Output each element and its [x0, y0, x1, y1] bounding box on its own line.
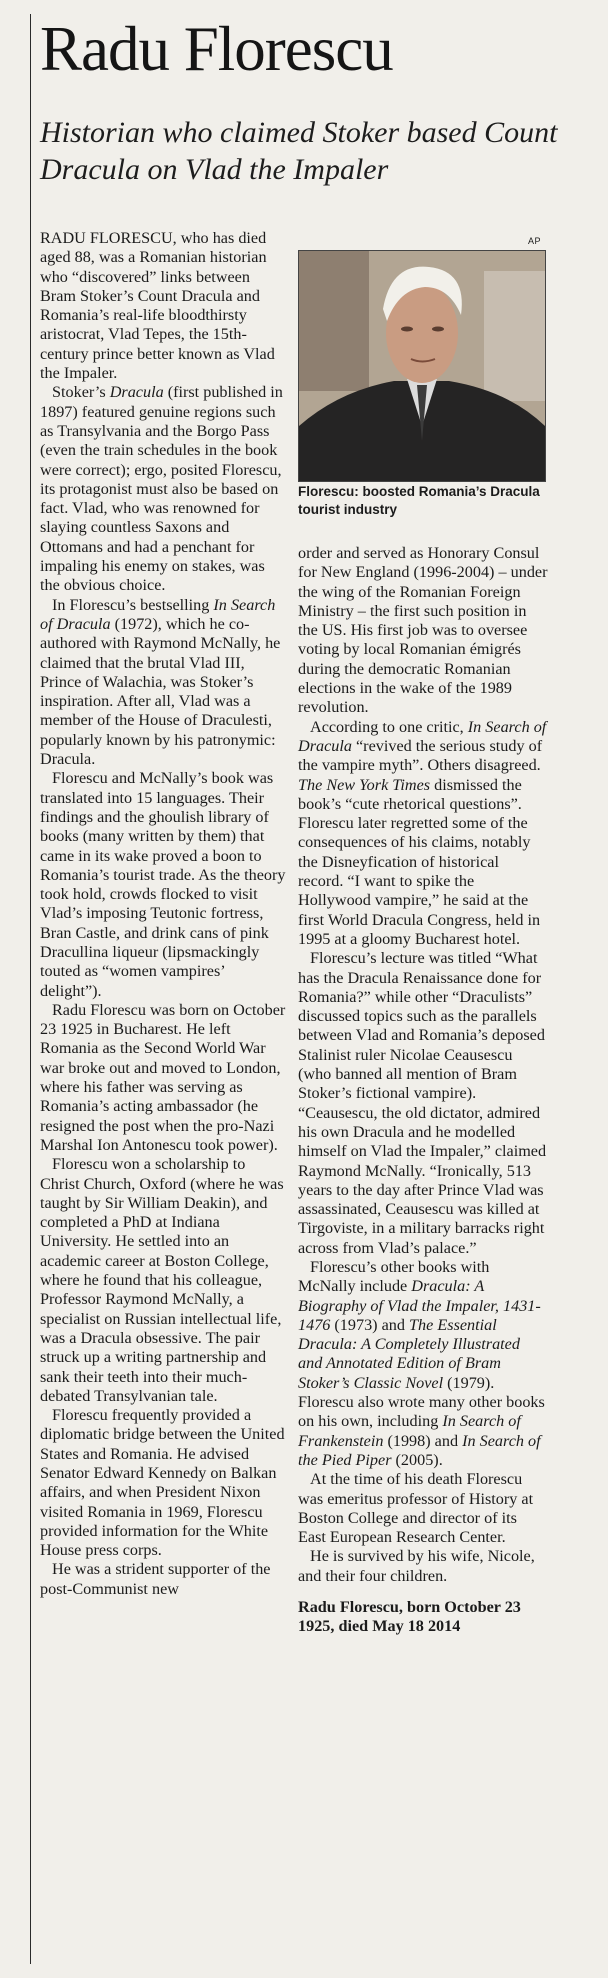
- article-column-2-body: [298, 544, 548, 1586]
- article-paragraph: [298, 1470, 548, 1547]
- article-paragraph: [40, 229, 288, 383]
- text-run: (1979). Florescu also wrote many other books on his own, including: [298, 1373, 545, 1431]
- article-paragraph: [40, 1406, 288, 1560]
- text-run: order and served as Honorary Consul for New England (1996-2004) – under the wing of the Romanian Foreign Ministry – the first such position in the US. His first job was to oversee voting by local Romanian émigrés during the democratic Romanian elections in the wake of the 1989 revolution.: [298, 544, 548, 717]
- article-paragraph: [40, 769, 288, 1001]
- text-run: “revived the serious study of the vampire myth”. Others disagreed.: [298, 736, 543, 775]
- italic-title: Dracula: A Biography of Vlad the Impaler, 1431-1476: [298, 1277, 541, 1334]
- photo-caption: Florescu: boosted Romania’s Dracula tourist industry: [298, 484, 540, 517]
- portrait-photo: [298, 250, 546, 482]
- text-run: (1998) and: [383, 1431, 463, 1450]
- article-paragraph: [40, 596, 288, 770]
- article-paragraph: [40, 1155, 288, 1406]
- text-run: (2005).: [391, 1450, 443, 1469]
- text-run: He was a strident supporter of the post-Communist new: [40, 1560, 271, 1598]
- text-run: Florescu’s other books with McNally include: [298, 1257, 490, 1296]
- italic-title: In Search of the Pied Piper: [298, 1431, 541, 1469]
- article-paragraph: [298, 544, 548, 718]
- text-run: He is survived by his wife, Nicole, and their four children.: [298, 1547, 535, 1585]
- text-run: Stoker’s: [52, 383, 110, 402]
- italic-title: In Search of Dracula: [298, 717, 547, 755]
- headline: Radu Florescu: [40, 14, 393, 84]
- italic-title: Dracula: [109, 383, 164, 402]
- standfirst: Historian who claimed Stoker based Count Dracula on Vlad the Impaler: [40, 116, 558, 186]
- text-run: (1972), which he co-authored with Raymond McNally, he claimed that the brutal Vlad III, Prince of Walachia, was Stoker’s inspiration. After all, Vlad was a member of the House of Draculesti, popularly known by his patronymic: Dracula.: [40, 614, 281, 769]
- text-run: (first published in 1897) featured genuine regions such as Transylvania and the Borgo Pass (even the train schedules in the book were correct); ergo, posited Florescu, its protagonist must also be based on fact. Vlad, who was renowned for slaying countless Saxons and Ottomans and had a penchant for impaling his enemy on stakes, was the obvious choice.: [40, 383, 283, 595]
- text-run: Radu Florescu was born on October 23 1925 in Bucharest. He left Romania as the Second World War war broke out and moved to London, where his father was serving as Romania’s acting ambassador (he resigned the post when the pro-Nazi Marshal Ion Antonescu took power).: [40, 1000, 286, 1154]
- photo-credit: AP: [528, 236, 542, 246]
- article-paragraph: [298, 1547, 548, 1586]
- obituary-signoff: Radu Florescu, born October 23 1925, died May 18 2014: [298, 1598, 521, 1636]
- article-paragraph: [298, 949, 548, 1258]
- article-paragraph: [298, 718, 548, 950]
- text-run: Florescu won a scholarship to Christ Church, Oxford (where he was taught by Sir William Deakin), and completed a PhD at Indiana University. He settled into an academic career at Boston College, where he found that his colleague, Professor Raymond McNally, a specialist on Russian intellectual life, was a Dracula obsessive. The pair struck up a writing partnership and sank their teeth into their much-debated Transylvanian tale.: [40, 1155, 284, 1405]
- italic-title: The New York Times: [298, 775, 431, 794]
- column-rule: [30, 14, 31, 1964]
- article-paragraph: [40, 1001, 288, 1155]
- text-run: Florescu’s lecture was titled “What has the Dracula Renaissance done for Romania?” while other “Draculists” discussed topics such as the parallels between Vlad and Romania’s deposed Stalinist ruler Nicolae Ceausescu (who banned all mention of Bram Stoker’s fictional vampire). “Ceausescu, the old dictator, admired his own Dracula and he modelled himself on Vlad the Impaler,” claimed Raymond McNally. “Ironically, 513 years to the day after Prince Vlad was assassinated, Ceausescu was killed at Tirgoviste, in a military barracks right across from Vlad’s palace.”: [298, 949, 547, 1257]
- text-run: Florescu and McNally’s book was translated into 15 languages. Their findings and the ghoulish library of books (many written by them) that came in its wake proved a boon to Romania’s tourist trade. As the theory took hold, crowds flocked to visit Vlad’s imposing Teutonic fortress, Bran Castle, and drink cans of pink Dracullina liqueur (lipsmackingly touted as “women vampires’ delight”).: [40, 769, 286, 1000]
- text-run: According to one critic,: [310, 717, 468, 736]
- article-paragraph: [40, 383, 288, 595]
- article-column-2: [298, 544, 548, 1637]
- text-run: At the time of his death Florescu was emeritus professor of History at Boston College and director of its East European Research Center.: [298, 1470, 534, 1547]
- text-run: (1973) and: [330, 1315, 410, 1334]
- italic-title: In Search of Dracula: [40, 595, 276, 633]
- text-run: RADU FLORESCU, who has died aged 88, was a Romanian historian who “discovered” links between Bram Stoker’s Count Dracula and Romania’s real-life bloodthirsty aristocrat, Vlad Tepes, the 15th-century prince better known as Vlad the Impaler.: [40, 229, 275, 383]
- text-run: Florescu frequently provided a diplomatic bridge between the United States and Romania. He advised Senator Edward Kennedy on Balkan affairs, and when President Nixon visited Romania in 1969, Florescu provided information for the White House press corps.: [40, 1406, 285, 1560]
- portrait-illustration: [299, 251, 545, 481]
- italic-title: The Essential Dracula: A Completely Illustrated and Annotated Edition of Bram Stoker’s Classic Novel: [298, 1315, 520, 1392]
- article-column-1: [40, 229, 288, 1599]
- article-paragraph: [298, 1258, 548, 1470]
- italic-title: In Search of Frankenstein: [298, 1412, 521, 1450]
- text-run: In Florescu’s bestselling: [52, 595, 214, 614]
- article-paragraph: [40, 1560, 288, 1599]
- text-run: dismissed the book’s “cute rhetorical questions”. Florescu later regretted some of the consequences of his claims, notably the Disneyfication of historical record. “I want to spike the Hollywood vampire,” he said at the first World Dracula Congress, held in 1995 at a gloomy Bucharest hotel.: [298, 775, 541, 948]
